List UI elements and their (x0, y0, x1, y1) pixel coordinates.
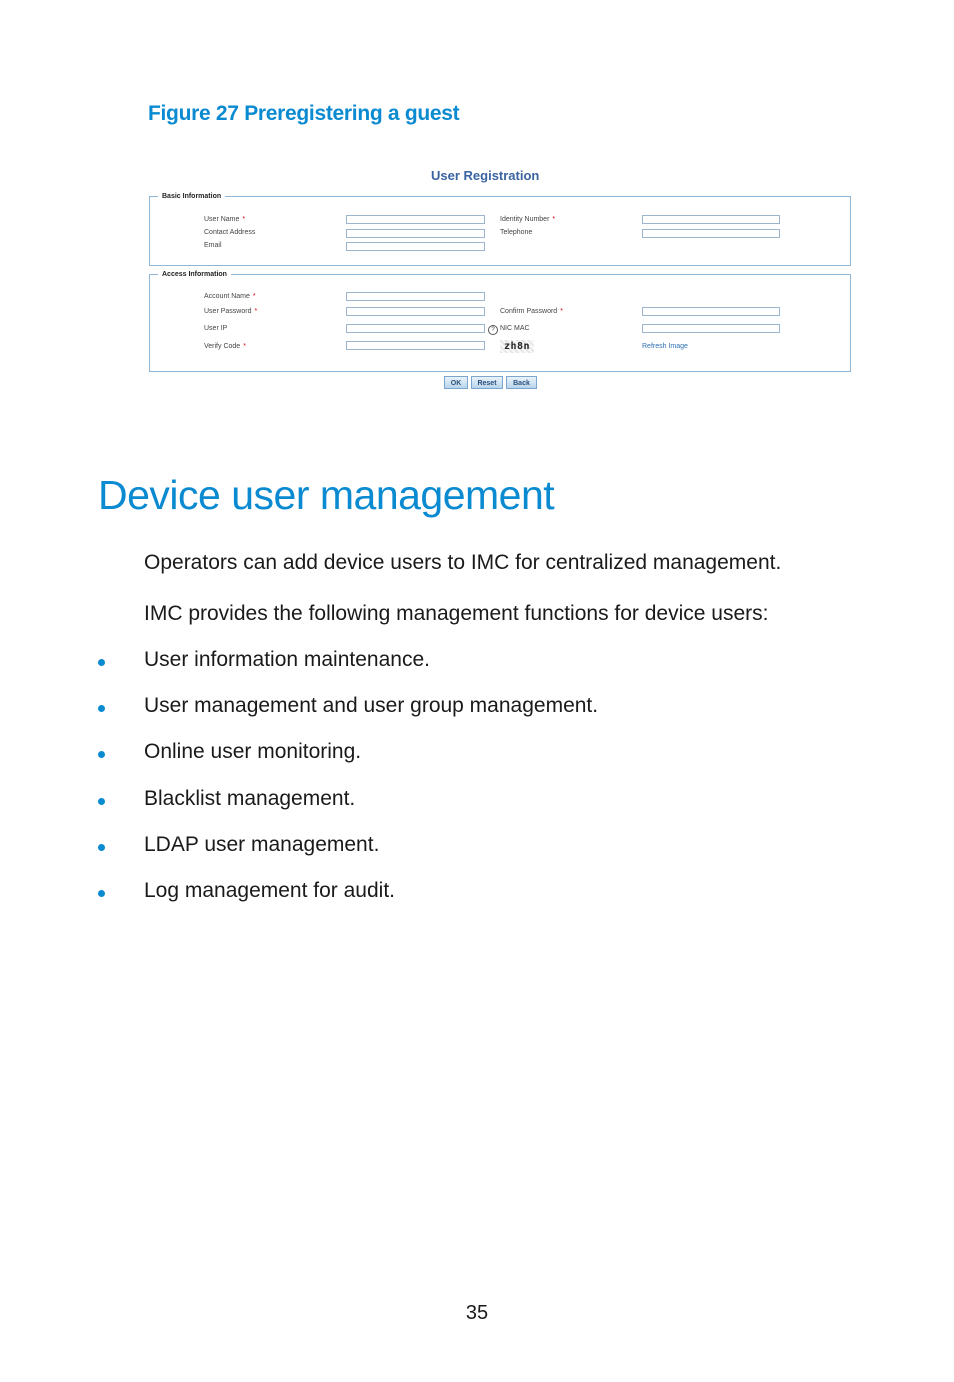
ok-button[interactable]: OK (444, 376, 468, 389)
captcha-image: zh8n (500, 340, 534, 353)
user-ip-label: User IP (204, 325, 228, 332)
identity-number-input[interactable] (642, 215, 780, 224)
intro-paragraph: Operators can add device users to IMC for centralized management. (144, 551, 782, 574)
user-password-input[interactable] (346, 307, 485, 316)
required-mark: * (243, 343, 246, 350)
access-information-legend: Access Information (162, 271, 227, 278)
nic-mac-input[interactable] (642, 324, 780, 333)
reset-button[interactable]: Reset (471, 376, 503, 389)
email-input[interactable] (346, 242, 485, 251)
user-ip-input[interactable] (346, 324, 485, 333)
page-number: 35 (465, 1302, 489, 1324)
account-name-label: Account Name * (204, 293, 256, 300)
required-mark: * (254, 308, 258, 315)
telephone-label: Telephone (500, 229, 533, 236)
contact-address-input[interactable] (346, 229, 485, 238)
user-name-label: User Name * (204, 216, 246, 223)
required-mark: * (552, 216, 556, 223)
account-name-input[interactable] (346, 292, 485, 301)
bullet-icon (98, 798, 105, 805)
bullet-icon (98, 844, 105, 851)
form-title: User Registration (431, 168, 540, 183)
email-label: Email (204, 242, 222, 249)
bullet-icon (98, 659, 105, 666)
help-icon[interactable]: ? (488, 325, 498, 335)
required-mark: * (560, 308, 563, 315)
identity-number-label: Identity Number * (500, 216, 556, 223)
figure-caption: Figure 27 Preregistering a guest (148, 102, 460, 125)
section-heading: Device user management (98, 472, 555, 518)
user-name-input[interactable] (346, 215, 485, 224)
bullet-icon (98, 705, 105, 712)
required-mark: * (252, 293, 256, 300)
required-mark: * (242, 216, 246, 223)
verify-code-label: Verify Code * (204, 343, 246, 350)
contact-address-label: Contact Address (204, 229, 256, 236)
user-password-label: User Password * (204, 308, 258, 315)
bullet-icon (98, 890, 105, 897)
functions-paragraph: IMC provides the following management functions for device users: (144, 602, 769, 625)
back-button[interactable]: Back (506, 376, 537, 389)
basic-information-legend: Basic Information (162, 193, 222, 200)
telephone-input[interactable] (642, 229, 780, 238)
confirm-password-input[interactable] (642, 307, 780, 316)
confirm-password-label: Confirm Password * (500, 308, 563, 315)
nic-mac-label: NIC MAC (500, 325, 530, 332)
refresh-image-link[interactable]: Refresh Image (642, 343, 688, 350)
verify-code-input[interactable] (346, 341, 485, 350)
access-information-section (149, 271, 851, 372)
bullet-icon (98, 751, 105, 758)
